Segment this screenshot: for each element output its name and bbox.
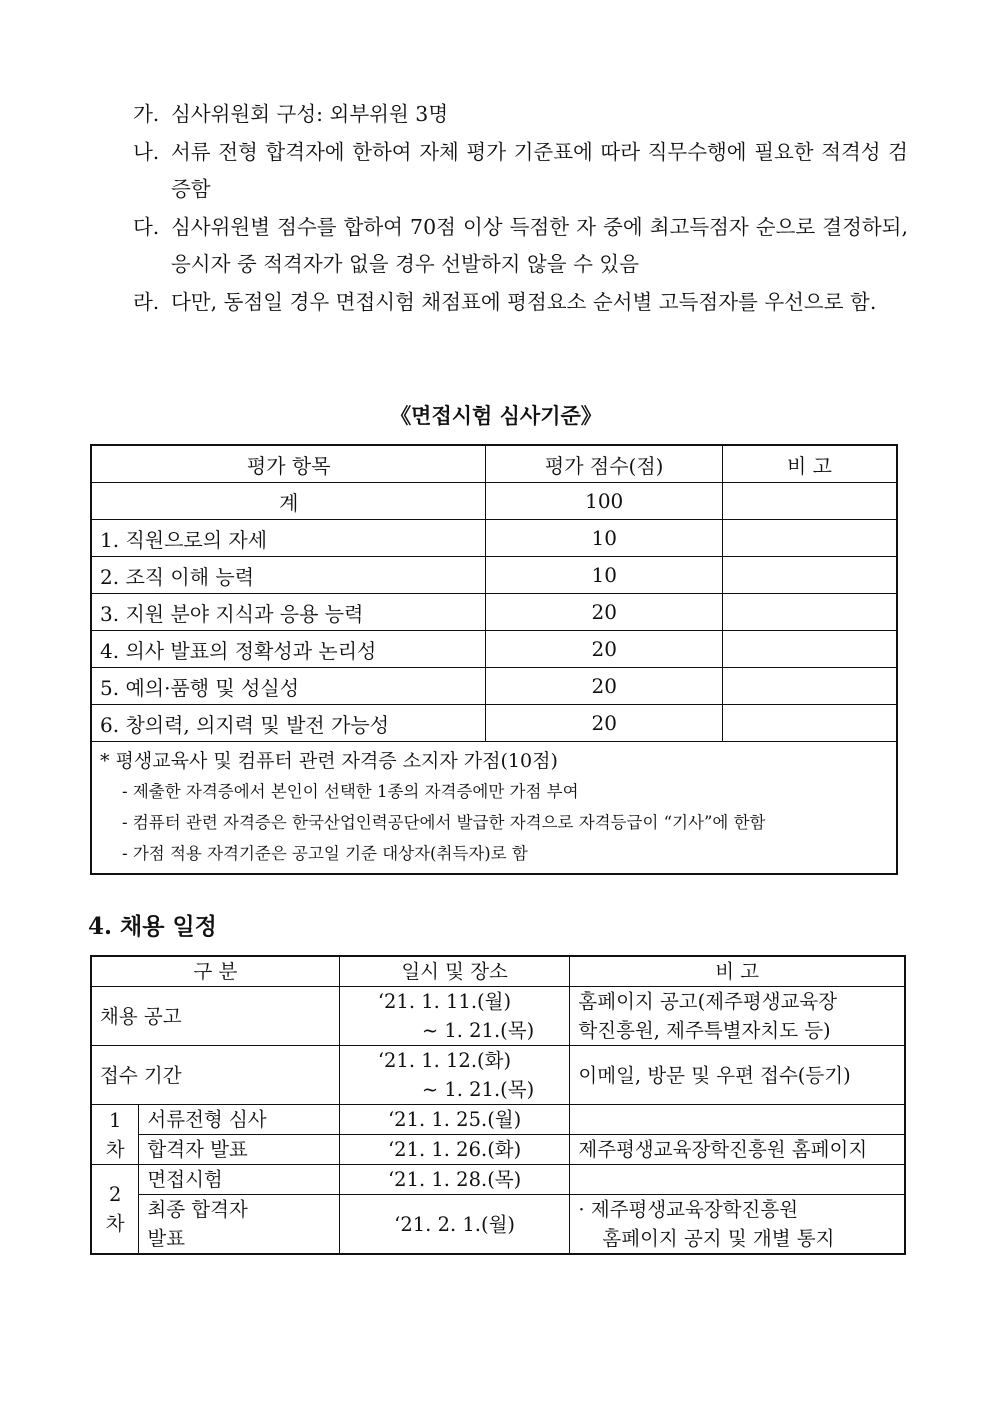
criteria-item: 4. 의사 발표의 정확성과 논리성 [91, 631, 486, 668]
note-line: · 제주평생교육장학진흥원 [578, 1198, 799, 1221]
header-cell: 일시 및 장소 [339, 956, 570, 987]
list-text: 심사위원별 점수를 합하여 70점 이상 득점한 자 중에 최고득점자 순으로 결정하되, 응시자 중 적격자가 없을 경우 선발하지 않을 수 있음 [171, 214, 908, 276]
bonus-note-sub: - 가점 적용 자격기준은 공고일 기준 대상자(취득자)로 함 [122, 844, 528, 863]
table-row [91, 557, 897, 594]
table-row [91, 1135, 905, 1165]
list-marker: 라. [133, 289, 160, 314]
schedule-date: ‘21. 1. 25.(월) [339, 1105, 570, 1135]
header-cell: 평가 점수(점) [486, 445, 722, 483]
criteria-item: 6. 창의력, 의지력 및 발전 가능성 [91, 705, 486, 742]
evaluation-procedure-list [133, 96, 908, 321]
list-marker: 다. [133, 214, 160, 239]
notes-row [91, 742, 897, 875]
note-cell [722, 668, 897, 705]
schedule-note [570, 1105, 905, 1135]
header-cell: 구 분 [91, 956, 339, 987]
list-marker: 가. [133, 102, 160, 126]
label-line: 최종 합격자 [147, 1198, 248, 1221]
stage-num: 2 [108, 1183, 122, 1206]
total-label: 계 [91, 483, 486, 520]
schedule-date [339, 987, 570, 1046]
bonus-note-sub: - 컴퓨터 관련 자격증은 한국산업인력공단에서 발급한 자격으로 자격등급이 “기사”에 한함 [122, 813, 766, 832]
note-cell [722, 594, 897, 631]
header-cell: 평가 항목 [91, 445, 486, 483]
schedule-date: ‘21. 2. 1.(월) [339, 1195, 570, 1255]
date-end: ~ 1. 21.(목) [421, 1019, 535, 1042]
criteria-item: 1. 직원으로의 자세 [91, 520, 486, 557]
date-start: ‘21. 1. 11.(월) [377, 990, 512, 1013]
note-cell [722, 705, 897, 742]
table-row [91, 1195, 905, 1255]
interview-criteria-table [90, 444, 898, 875]
schedule-label: 합격자 발표 [139, 1135, 339, 1165]
stage-number [91, 1105, 139, 1165]
note-cell [722, 557, 897, 594]
criteria-item: 3. 지원 분야 지식과 응용 능력 [91, 594, 486, 631]
list-text: 서류 전형 합격자에 한하여 자체 평가 기준표에 따라 직무수행에 필요한 적격성 검증함 [171, 139, 908, 201]
note-cell [722, 483, 897, 520]
list-item [133, 134, 908, 209]
header-cell: 비 고 [722, 445, 897, 483]
list-text: 다만, 동점일 경우 면접시험 채점표에 평점요소 순서별 고득점자를 우선으로 함. [171, 289, 877, 314]
note-cell [722, 631, 897, 668]
schedule-date: ‘21. 1. 26.(화) [339, 1135, 570, 1165]
note-line: 홈페이지 공고(제주평생교육장 [578, 990, 838, 1013]
table-row [91, 483, 897, 520]
note-line: 홈페이지 공지 및 개별 통지 [602, 1227, 835, 1250]
list-item [133, 96, 908, 134]
criteria-item: 2. 조직 이해 능력 [91, 557, 486, 594]
schedule-note: 이메일, 방문 및 우편 접수(등기) [570, 1046, 905, 1105]
table-header-row [91, 445, 897, 483]
criteria-score: 20 [486, 668, 722, 705]
bonus-note-main: * 평생교육사 및 컴퓨터 관련 자격증 소지자 가점(10점) [100, 750, 558, 772]
table-header-row [91, 956, 905, 987]
table-row [91, 668, 897, 705]
schedule-note [570, 1165, 905, 1195]
header-cell: 비 고 [570, 956, 905, 987]
schedule-date: ‘21. 1. 28.(목) [339, 1165, 570, 1195]
schedule-label: 서류전형 심사 [139, 1105, 339, 1135]
table-row [91, 594, 897, 631]
schedule-date [339, 1046, 570, 1105]
criteria-score: 10 [486, 520, 722, 557]
note-line: 학진흥원, 제주특별자치도 등) [578, 1019, 831, 1042]
section-title: 4. 채용 일정 [88, 913, 217, 940]
criteria-score: 10 [486, 557, 722, 594]
criteria-score: 20 [486, 705, 722, 742]
table-row [91, 1165, 905, 1195]
criteria-score: 20 [486, 594, 722, 631]
criteria-title: 《면접시험 심사기준》 [390, 403, 602, 428]
stage-suffix: 차 [105, 1212, 125, 1235]
criteria-score: 20 [486, 631, 722, 668]
note-cell [722, 520, 897, 557]
schedule-note [570, 1195, 905, 1255]
list-item [133, 209, 908, 284]
date-start: ‘21. 1. 12.(화) [377, 1049, 512, 1072]
list-text: 심사위원회 구성: 외부위원 3명 [171, 102, 449, 126]
criteria-item: 5. 예의·품행 및 성실성 [91, 668, 486, 705]
table-row [91, 705, 897, 742]
schedule-note: 제주평생교육장학진흥원 홈페이지 [570, 1135, 905, 1165]
bonus-notes [91, 742, 897, 875]
table-row [91, 1046, 905, 1105]
list-item [133, 284, 908, 322]
table-row [91, 520, 897, 557]
schedule-label: 접수 기간 [91, 1046, 339, 1105]
table-row [91, 987, 905, 1046]
label-line: 발표 [147, 1227, 186, 1250]
table-row [91, 631, 897, 668]
stage-number [91, 1165, 139, 1255]
schedule-label [139, 1195, 339, 1255]
bonus-note-sub: - 제출한 자격증에서 본인이 선택한 1종의 자격증에만 가점 부여 [122, 782, 579, 801]
total-score: 100 [486, 483, 722, 520]
schedule-label: 면접시험 [139, 1165, 339, 1195]
schedule-label: 채용 공고 [91, 987, 339, 1046]
schedule-note [570, 987, 905, 1046]
stage-num: 1 [108, 1108, 122, 1132]
date-end: ~ 1. 21.(목) [421, 1078, 535, 1101]
stage-suffix: 차 [105, 1137, 125, 1161]
recruitment-schedule-table [90, 955, 906, 1255]
table-row [91, 1105, 905, 1135]
list-marker: 나. [133, 139, 160, 164]
